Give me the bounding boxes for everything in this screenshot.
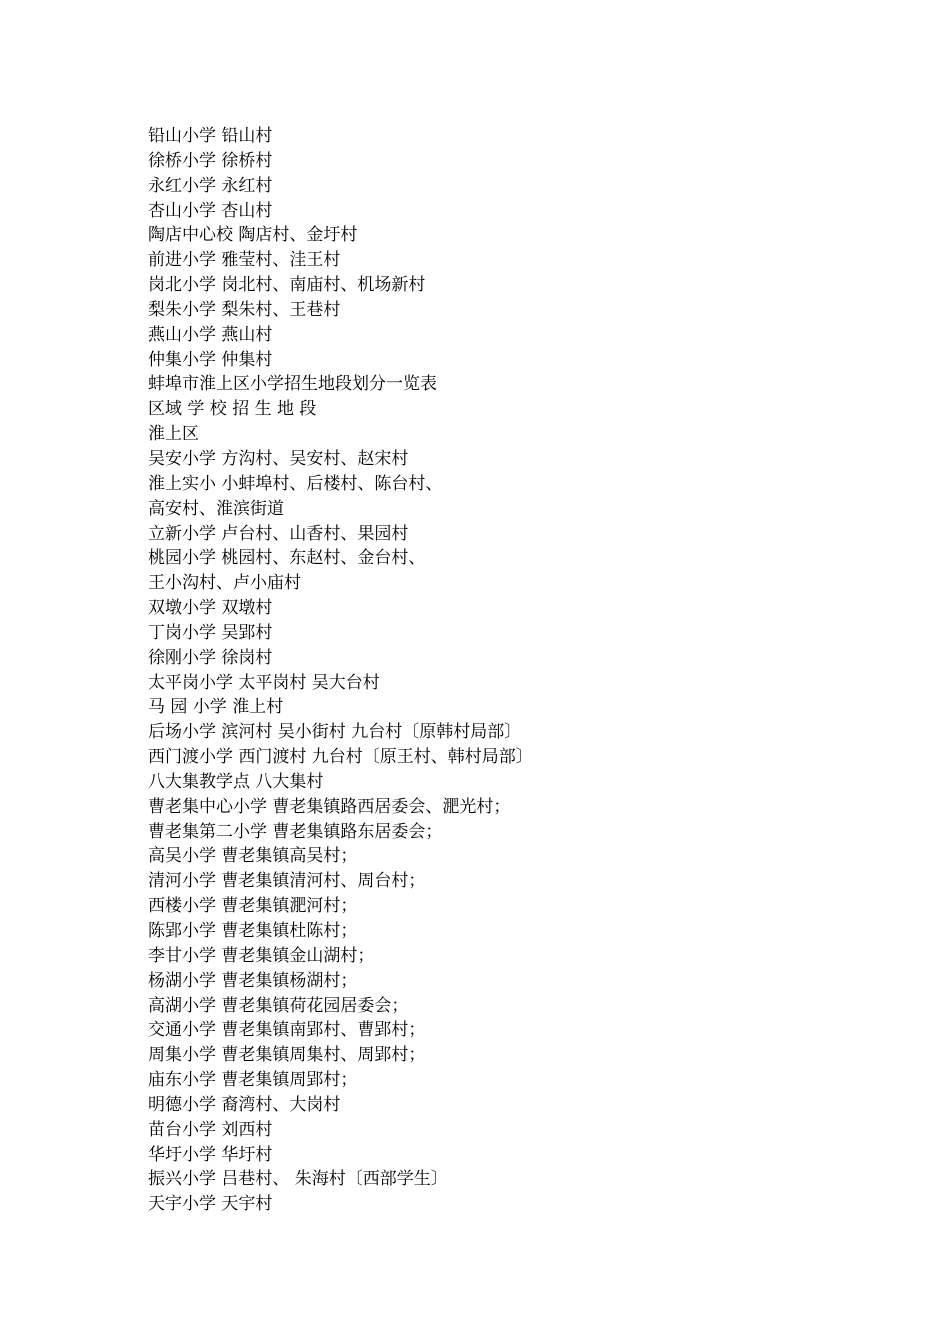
text-line: 曹老集中心小学 曹老集镇路西居委会、淝光村； xyxy=(148,796,511,817)
text-line: 双墩小学 双墩村 xyxy=(148,598,273,619)
text-line: 淮上实小 小蚌埠村、后楼村、陈台村、 xyxy=(148,473,443,494)
text-line: 周集小学 曹老集镇周集村、周郢村； xyxy=(148,1045,426,1066)
text-line: 仲集小学 仲集村 xyxy=(148,349,273,370)
text-line: 岗北小学 岗北村、南庙村、机场新村 xyxy=(148,275,426,296)
text-line: 蚌埠市淮上区小学招生地段划分一览表 xyxy=(148,374,437,395)
text-line: 王小沟村、卢小庙村 xyxy=(148,573,301,594)
text-line: 天宇小学 天宇村 xyxy=(148,1194,273,1215)
text-line: 淮上区 xyxy=(148,424,199,445)
text-line: 梨朱小学 梨朱村、王巷村 xyxy=(148,299,341,320)
text-line: 西楼小学 曹老集镇淝河村； xyxy=(148,896,358,917)
text-line: 振兴小学 吕巷村、 朱海村〔西部学生〕 xyxy=(148,1169,448,1190)
text-line: 太平岗小学 太平岗村 吴大台村 xyxy=(148,672,380,693)
text-line: 曹老集第二小学 曹老集镇路东居委会； xyxy=(148,821,443,842)
text-line: 陶店中心校 陶店村、金圩村 xyxy=(148,225,358,246)
text-line: 区域 学 校 招 生 地 段 xyxy=(148,399,317,420)
text-line: 桃园小学 桃园村、东赵村、金台村、 xyxy=(148,548,426,569)
school-district-list xyxy=(148,124,533,1217)
text-line: 马 园 小学 淮上村 xyxy=(148,697,284,718)
text-line: 西门渡小学 西门渡村 九台村〔原王村、韩村局部〕 xyxy=(148,747,533,768)
text-line: 杨湖小学 曹老集镇杨湖村； xyxy=(148,970,358,991)
text-line: 吴安小学 方沟村、吴安村、赵宋村 xyxy=(148,448,409,469)
text-line: 前进小学 雅莹村、洼王村 xyxy=(148,250,341,271)
text-line: 铅山小学 铅山村 xyxy=(148,126,273,146)
text-line: 丁岗小学 吴郢村 xyxy=(148,622,273,643)
text-line: 燕山小学 燕山村 xyxy=(148,324,273,345)
text-line: 李甘小学 曹老集镇金山湖村； xyxy=(148,945,375,966)
text-line: 庙东小学 曹老集镇周郢村； xyxy=(148,1070,358,1091)
text-line: 清河小学 曹老集镇清河村、周台村； xyxy=(148,871,426,892)
text-line: 苗台小学 刘西村 xyxy=(148,1119,273,1140)
text-line: 徐刚小学 徐岗村 xyxy=(148,647,273,668)
text-line: 华圩小学 华圩村 xyxy=(148,1144,273,1165)
text-line: 杏山小学 杏山村 xyxy=(148,200,273,221)
text-line: 高吴小学 曹老集镇高吴村； xyxy=(148,846,358,867)
text-line: 高湖小学 曹老集镇荷花园居委会； xyxy=(148,995,409,1016)
text-line: 永红小学 永红村 xyxy=(148,175,273,196)
text-line: 后场小学 滨河村 吴小街村 九台村〔原韩村局部〕 xyxy=(148,722,522,743)
text-line: 陈郢小学 曹老集镇杜陈村； xyxy=(148,921,358,941)
text-line: 明德小学 裔湾村、大岗村 xyxy=(148,1094,341,1115)
text-line: 立新小学 卢台村、山香村、果园村 xyxy=(148,523,409,544)
text-line: 交通小学 曹老集镇南郢村、曹郢村； xyxy=(148,1020,426,1041)
text-line: 八大集教学点 八大集村 xyxy=(148,771,324,792)
text-line: 徐桥小学 徐桥村 xyxy=(148,150,273,171)
text-line: 高安村、淮滨街道 xyxy=(148,498,284,519)
